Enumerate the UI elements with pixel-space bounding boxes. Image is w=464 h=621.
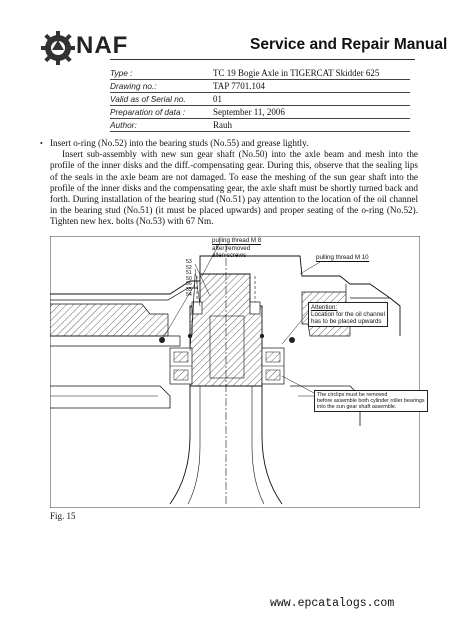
callout-line: after removed — [212, 245, 251, 252]
info-value: TAP 7701.104 — [213, 81, 265, 91]
info-label: Author: — [110, 120, 137, 130]
row-divider — [110, 131, 410, 132]
attention-heading: Attention: — [311, 304, 338, 311]
callout-line: allen screws — [212, 252, 247, 259]
figure-caption: Fig. 15 — [50, 511, 76, 521]
instruction-text — [40, 138, 418, 228]
circlips-line: into the sun gear shaft assemble. — [317, 404, 397, 410]
gear-emblem-icon — [40, 30, 76, 66]
circlips-line: The circlips must be removed — [317, 392, 388, 398]
part-number-55: 55 — [186, 286, 192, 293]
info-row-preparation — [110, 107, 410, 119]
axle-cross-section-drawing — [50, 236, 420, 508]
instruction-paragraph-1: Insert o-ring (No.52) into the bearing studs (No.55) and grease lightly. — [50, 138, 309, 148]
manual-title: Service and Repair Manual — [250, 36, 448, 53]
info-row-drawing — [110, 81, 410, 93]
part-number-51: 51 — [186, 270, 192, 276]
callout-pulling-thread-m8 — [210, 236, 263, 260]
row-divider — [110, 92, 410, 93]
part-number-56: 56 — [186, 281, 192, 287]
footer-url: www.epcatalogs.com — [270, 597, 395, 610]
circlips-line: before assemble both cylinder roller bearings — [317, 398, 425, 404]
part-number-54: 54 — [186, 292, 192, 298]
info-value: 01 — [213, 94, 222, 104]
callout-attention-box — [308, 302, 388, 327]
header-divider — [110, 59, 415, 60]
row-divider — [110, 105, 410, 106]
info-value: Rauh — [213, 120, 232, 130]
callout-circlips-box — [314, 390, 428, 412]
bullet: • — [40, 139, 43, 148]
row-divider — [110, 79, 410, 80]
technical-drawing — [50, 236, 425, 508]
info-row-type — [110, 68, 410, 80]
info-value: TC 19 Bogie Axle in TIGERCAT Skidder 625 — [213, 68, 380, 78]
part-number-53: 53 — [186, 259, 192, 265]
info-label: Drawing no.: — [110, 81, 157, 91]
row-divider — [110, 118, 410, 119]
part-number-52: 52 — [186, 264, 192, 271]
info-label: Valid as of Serial no. — [110, 94, 186, 104]
logo-text: NAF — [76, 32, 129, 59]
document-info-table — [110, 68, 410, 133]
callout-pulling-thread-m10: pulling thread M 10 — [316, 254, 369, 261]
info-label: Type : — [110, 68, 133, 78]
instruction-paragraph-2: Insert sub-assembly with new sun gear shaft (No.50) into the axle beam and mesh into the profile of the inner disks and the diff.-compensating gear. During this, observe that the sealing lips of the seals in the axle beam are not damaged. To ease the meshing of the sun gear shaft into the profile of the inner disks and the compensating gear, the axle shaft must be shortly turned back and forth. During installation of the bearing stud (No.51) pay attention to the location of the oil channel in the bearing stud (No.51) (it must be placed upwards) and proper seating of the o-ring (No.52). Tighten new hex. bolts (No.53) with 67 Nm. — [50, 149, 418, 227]
part-number-50: 50 — [186, 275, 192, 282]
naf-logo — [40, 28, 140, 68]
info-row-author — [110, 120, 410, 132]
info-label: Preparation of data : — [110, 107, 186, 117]
info-row-serial — [110, 94, 410, 106]
attention-line: has to be placed upwards — [311, 318, 382, 325]
callout-line: pulling thread M 8 — [212, 237, 262, 244]
attention-line: Location for the oil channel — [311, 311, 385, 318]
info-value: September 11, 2006 — [213, 107, 285, 117]
